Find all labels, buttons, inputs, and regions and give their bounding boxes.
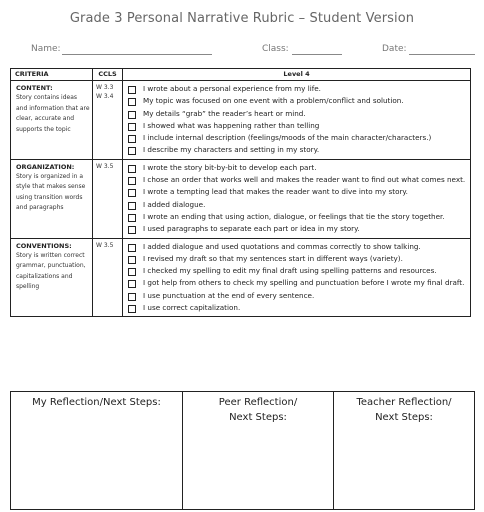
- checklist-item: [128, 120, 468, 132]
- criteria-description: Story is written correct grammar, punctuation, capitalizations and spelling: [16, 251, 86, 291]
- checkbox-icon[interactable]: [128, 268, 136, 276]
- checklist-item-text: I chose an order that works well and makes the reader want to find out what comes next.: [143, 175, 466, 185]
- checklist-item-text: I added dialogue.: [143, 199, 206, 209]
- checkbox-icon[interactable]: [128, 202, 136, 210]
- checkbox-icon[interactable]: [128, 177, 136, 185]
- checklist-item: [128, 265, 468, 277]
- name-label: Name:: [31, 44, 61, 54]
- checklist-item: [128, 83, 468, 95]
- teacher-reflection-label: Teacher Reflection/: [356, 397, 452, 408]
- reflection-table: [10, 391, 475, 510]
- ccls-cell: [93, 238, 123, 317]
- checklist-item-text: I added dialogue and used quotations and commas correctly to show talking.: [143, 241, 421, 251]
- name-field[interactable]: [62, 54, 212, 55]
- level4-header: Level 4: [123, 69, 471, 81]
- checklist-item: [128, 211, 468, 223]
- criteria-header: CRITERIA: [11, 69, 93, 81]
- teacher-reflection-box[interactable]: [334, 392, 475, 510]
- checklist-item: [128, 290, 468, 302]
- rubric-table: [10, 68, 471, 317]
- ccls-standard: W 3.5: [96, 241, 114, 249]
- date-field[interactable]: [409, 54, 475, 55]
- ccls-header: CCLS: [93, 69, 123, 81]
- checklist-item: [128, 132, 468, 144]
- checklist-item: [128, 223, 468, 235]
- checkbox-icon[interactable]: [128, 189, 136, 197]
- ccls-standard: W 3.4: [96, 93, 114, 100]
- my-reflection-label: My Reflection/Next Steps:: [32, 397, 161, 408]
- criteria-cell: [11, 159, 93, 238]
- checklist-item: [128, 199, 468, 211]
- checkbox-icon[interactable]: [128, 244, 136, 252]
- checklist-item: [128, 277, 468, 289]
- level4-cell: [123, 81, 471, 160]
- criteria-cell: [11, 238, 93, 317]
- criteria-title: ORGANIZATION:: [16, 162, 75, 171]
- ccls-standard: W 3.3: [96, 84, 114, 91]
- rubric-row: [11, 238, 471, 317]
- checklist-item-text: I used paragraphs to separate each part or idea in my story.: [143, 224, 360, 234]
- checklist-item-text: I describe my characters and setting in my story.: [143, 145, 320, 155]
- checklist-item: [128, 162, 468, 174]
- checkbox-icon[interactable]: [128, 165, 136, 173]
- rubric-row: [11, 81, 471, 160]
- peer-reflection-box[interactable]: [183, 392, 334, 510]
- criteria-description: Story is organized in a style that makes sense using transition words and paragraphs: [16, 172, 86, 212]
- checkbox-icon[interactable]: [128, 293, 136, 301]
- checklist-item: [128, 186, 468, 198]
- ccls-standard: W 3.5: [96, 162, 114, 170]
- rubric-row: [11, 159, 471, 238]
- date-label: Date:: [382, 44, 407, 54]
- ccls-cell: [93, 81, 123, 160]
- checklist-item-text: I wrote about a personal experience from my life.: [143, 84, 321, 93]
- peer-reflection-label: Peer Reflection/: [218, 397, 298, 408]
- checklist-item-text: I use correct capitalization.: [143, 303, 241, 313]
- level4-cell: [123, 159, 471, 238]
- checklist-item: [128, 95, 468, 107]
- checklist-item-text: I wrote an ending that using action, dialogue, or feelings that tie the story together.: [143, 211, 445, 221]
- checkbox-icon[interactable]: [128, 305, 136, 313]
- criteria-description: Story contains ideas and information that are clear, accurate and supports the topic: [16, 94, 90, 133]
- my-reflection-box[interactable]: [11, 392, 183, 510]
- teacher-reflection-label-2: Next Steps:: [375, 412, 433, 423]
- class-label: Class:: [262, 44, 289, 54]
- checkbox-icon[interactable]: [128, 98, 136, 106]
- checklist-item-text: I use punctuation at the end of every sentence.: [143, 290, 315, 300]
- checkbox-icon[interactable]: [128, 226, 136, 234]
- checkbox-icon[interactable]: [128, 214, 136, 222]
- peer-reflection-label-2: Next Steps:: [229, 412, 287, 423]
- checklist-item: [128, 302, 468, 314]
- page-title: Grade 3 Personal Narrative Rubric – Student Version: [69, 11, 415, 26]
- criteria-title: CONTENT:: [16, 84, 53, 92]
- criteria-cell: [11, 81, 93, 160]
- checkbox-icon[interactable]: [128, 135, 136, 143]
- checkbox-icon[interactable]: [128, 86, 136, 94]
- checkbox-icon[interactable]: [128, 123, 136, 131]
- level4-cell: [123, 238, 471, 317]
- checklist-item-text: My topic was focused on one event with a problem/conflict and solution.: [143, 96, 404, 106]
- checkbox-icon[interactable]: [128, 147, 136, 155]
- checklist-item: [128, 174, 468, 186]
- checklist-item: [128, 108, 468, 120]
- checkbox-icon[interactable]: [128, 256, 136, 264]
- checklist-item: [128, 144, 468, 156]
- checklist-item-text: I include internal description (feelings/moods of the main character/characters.): [143, 133, 432, 143]
- ccls-cell: [93, 159, 123, 238]
- checklist-item-text: I checked my spelling to edit my final draft using spelling patterns and resources.: [143, 266, 437, 276]
- class-field[interactable]: [292, 54, 342, 55]
- checklist-item-text: I wrote a tempting lead that makes the reader want to dive into my story.: [143, 187, 408, 197]
- checkbox-icon[interactable]: [128, 280, 136, 288]
- checklist-item-text: I got help from others to check my spelling and punctuation before I wrote my final draft.: [143, 278, 465, 288]
- checklist-item-text: I wrote the story bit-by-bit to develop each part.: [143, 162, 317, 172]
- checklist-item-text: I showed what was happening rather than telling: [143, 120, 320, 130]
- checklist-item-text: My details “grab” the reader’s heart or mind.: [143, 108, 306, 118]
- checklist-item: [128, 253, 468, 265]
- checkbox-icon[interactable]: [128, 111, 136, 119]
- criteria-title: CONVENTIONS:: [16, 241, 72, 250]
- checklist-item: [128, 241, 468, 253]
- checklist-item-text: I revised my draft so that my sentences start in different ways (variety).: [143, 253, 403, 263]
